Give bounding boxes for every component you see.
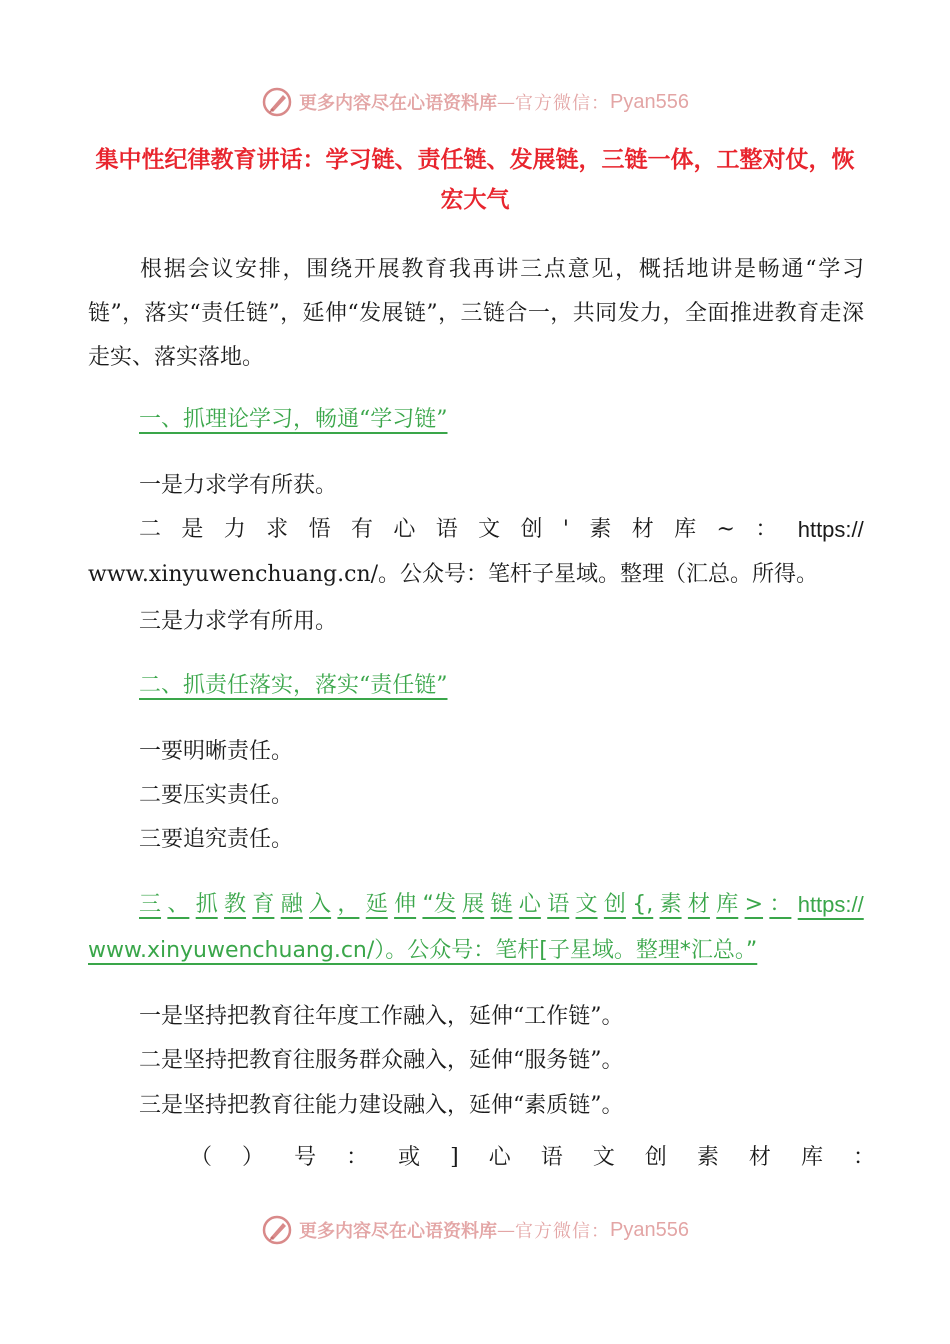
trailing-line-char-7: 语 [540,1145,563,1170]
section-1-item-2-char-15: ： [755,517,778,542]
section-3-heading-char-3: 教 [224,892,247,917]
document-title: 集中性纪律教育讲话：学习链、责任链、发展链，三链一体，工整对仗，恢宏大气 [95,147,855,213]
header-watermark [0,82,950,122]
watermark-dash: — [497,1219,516,1241]
watermark-official: 官方微信： [515,93,611,114]
section-3-heading-char-6: 入 [309,892,332,917]
section-1-item-2-char-14: ~ [716,517,735,542]
section-3-item-1: 一是坚持把教育往年度工作融入，延伸“工作链”。 [139,1004,624,1029]
trailing-spaced-line [190,1136,875,1180]
section-3-heading-char-20: 库 [716,892,739,917]
intro-paragraph: 根据会议安排，围绕开展教育我再讲三点意见，概括地讲是畅通“学习链”，落实“责任链”，延伸“发展链”，三链合一，共同发力，全面推进教育走深走实、落实落地。 [88,257,864,370]
watermark-official: 官方微信： [515,1221,611,1242]
section-3-heading-char-9: 伸 [394,892,417,917]
watermark-wechat-id: Pyan556 [610,1218,689,1241]
watermark-text: 更多内容尽在心语资料库 [299,1221,498,1242]
trailing-line-char-5: ] [450,1145,459,1170]
trailing-line-char-6: 心 [488,1145,511,1170]
section-2-item-2: 二要压实责任。 [139,783,294,808]
section-2-item-3: 三要追究责任。 [139,827,294,852]
trailing-line-char-2: 号 [294,1145,317,1170]
section-1-item-2-char-7: 语 [435,517,458,542]
section-1-item-2-char-2: 力 [223,517,246,542]
section-3-heading-line-2: www.xinyuwenchuang.cn/）。公众号：笔杆[子星域。整理*汇总。” [88,938,758,963]
section-3-heading-char-12: 链 [490,892,513,917]
section-3-heading-char-7: ， [337,892,360,917]
watermark-wechat-id: Pyan556 [610,90,689,113]
section-1-item-2-line-1 [139,508,864,552]
section-3-heading-char-13: 心 [518,892,541,917]
section-1-item-2-char-16: https:// [797,517,864,542]
section-3-heading-char-15: 文 [575,892,598,917]
footer-watermark [0,1210,950,1250]
section-1-item-2-char-4: 悟 [308,517,331,542]
section-3-heading-char-18: 素 [659,892,682,917]
section-3-heading-char-0: 三 [139,892,162,917]
section-3-heading-char-8: 延 [365,892,388,917]
section-3-heading-char-19: 材 [687,892,710,917]
section-1-item-2-char-9: 创 [520,517,543,542]
section-2-item-1: 一要明晰责任。 [139,739,294,764]
section-1-item-2-char-3: 求 [266,517,289,542]
section-3-heading-char-4: 育 [252,892,275,917]
section-1-heading: 一、抓理论学习，畅通“学习链” [139,407,448,432]
section-1-item-2-char-12: 材 [631,517,654,542]
section-3-heading-line-1 [88,882,864,928]
trailing-line-char-1: ） [242,1145,265,1170]
section-1-item-2-char-0: 二 [139,517,162,542]
section-3-heading-char-2: 抓 [195,892,218,917]
trailing-line-char-3: ： [346,1145,369,1170]
section-3-heading-char-22: ： [769,892,792,917]
section-3-heading-char-10: “发 [422,892,456,917]
section-1-item-2-line-2: www.xinyuwenchuang.cn/。公众号：笔杆子星域。整理（汇总。所得。 [88,562,819,587]
trailing-line-char-8: 文 [592,1145,615,1170]
section-3-heading-char-14: 语 [547,892,570,917]
trailing-line-char-10: 素 [696,1145,719,1170]
section-3-heading-char-11: 展 [462,892,485,917]
section-1-item-1: 一是力求学有所获。 [139,473,338,498]
section-3-item-3: 三是坚持把教育往能力建设融入，延伸“素质链”。 [139,1093,624,1118]
section-2-heading: 二、抓责任落实，落实“责任链” [139,673,448,698]
trailing-line-char-0: （ [190,1145,213,1170]
section-1-item-2-char-13: 库 [674,517,697,542]
trailing-line-char-12: 库 [800,1145,823,1170]
section-1-item-2-char-1: 是 [181,517,204,542]
section-1-item-3: 三是力求学有所用。 [139,609,338,634]
trailing-line-char-9: 创 [644,1145,667,1170]
section-1-item-2-char-6: 心 [393,517,416,542]
brush-pen-logo-icon [261,1214,293,1246]
section-3-heading-char-1: 、 [167,892,190,917]
section-1-item-2-char-10: ' [562,517,569,542]
section-3-heading [88,882,864,974]
section-3-heading-char-21: > [744,892,764,917]
section-3-heading-char-17: {, [632,892,654,917]
section-3-heading-char-16: 创 [603,892,626,917]
section-1-item-2-char-5: 有 [350,517,373,542]
section-3-heading-char-5: 融 [280,892,303,917]
section-3-heading-char-23: https:// [797,892,864,917]
section-1-item-2-char-11: 素 [589,517,612,542]
brush-pen-logo-icon [261,86,293,118]
watermark-text: 更多内容尽在心语资料库 [299,93,498,114]
section-1-item-2-char-8: 文 [478,517,501,542]
trailing-line-char-13: ： [852,1145,875,1170]
trailing-line-char-4: 或 [398,1145,421,1170]
watermark-dash: — [497,91,516,113]
trailing-line-char-11: 材 [748,1145,771,1170]
section-3-item-2: 二是坚持把教育往服务群众融入，延伸“服务链”。 [139,1048,624,1073]
